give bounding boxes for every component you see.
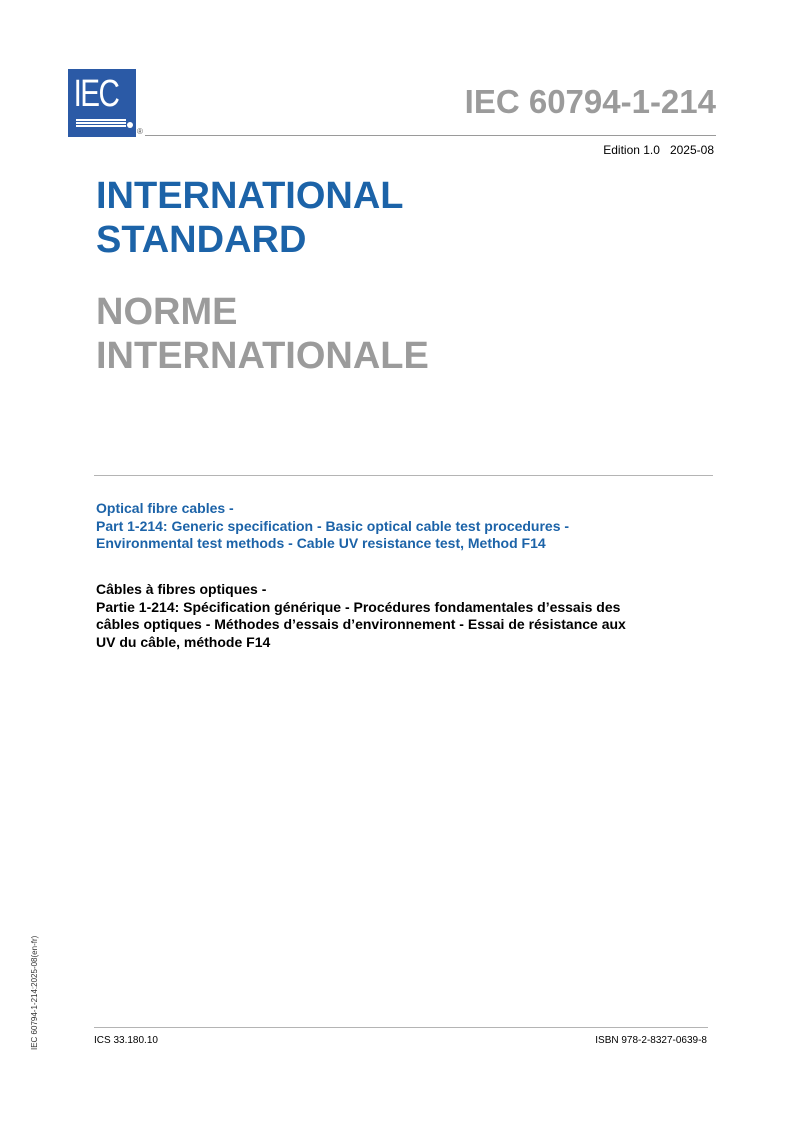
title-en-line1: INTERNATIONAL: [96, 175, 404, 217]
description-french: [96, 581, 716, 651]
iec-logo: [68, 69, 136, 137]
logo-text: IEC: [73, 73, 119, 115]
title-en-line2: STANDARD: [96, 219, 307, 261]
edition-date: 2025-08: [669, 143, 714, 157]
ics-code: ICS 33.180.10: [94, 1035, 158, 1046]
description-english: [96, 500, 716, 553]
title-french: [96, 290, 429, 378]
header-divider: [145, 135, 716, 136]
title-english: [96, 174, 404, 262]
desc-fr-line4: UV du câble, méthode F14: [96, 633, 271, 650]
desc-en-line2: Part 1-214: Generic specification - Basic optical cable test procedures -: [96, 517, 570, 534]
title-fr-line1: NORME: [96, 291, 238, 333]
desc-fr-line2: Partie 1-214: Spécification générique - Procédures fondamentales d’essais des: [96, 598, 621, 615]
document-number: IEC 60794-1-214: [464, 83, 716, 120]
isbn-number: ISBN 978-2-8327-0639-8: [595, 1035, 707, 1046]
footer-divider: [94, 1027, 708, 1028]
logo-dot-decoration: [127, 122, 133, 128]
registered-mark: ®: [137, 127, 143, 136]
desc-en-line3: Environmental test methods - Cable UV resistance test, Method F14: [96, 535, 546, 551]
edition-label: Edition 1.0: [603, 143, 660, 157]
title-fr-line2: INTERNATIONALE: [96, 335, 429, 377]
desc-fr-line1: Câbles à fibres optiques -: [96, 581, 267, 597]
spine-reference: IEC 60794-1-214:2025-08(en-fr): [30, 935, 39, 1050]
desc-en-line1: Optical fibre cables -: [96, 500, 234, 516]
desc-fr-line3: câbles optiques - Méthodes d’essais d’environnement - Essai de résistance aux: [96, 616, 626, 632]
logo-lines-decoration: [76, 119, 126, 129]
title-divider: [94, 475, 713, 476]
edition-info: [603, 143, 714, 157]
